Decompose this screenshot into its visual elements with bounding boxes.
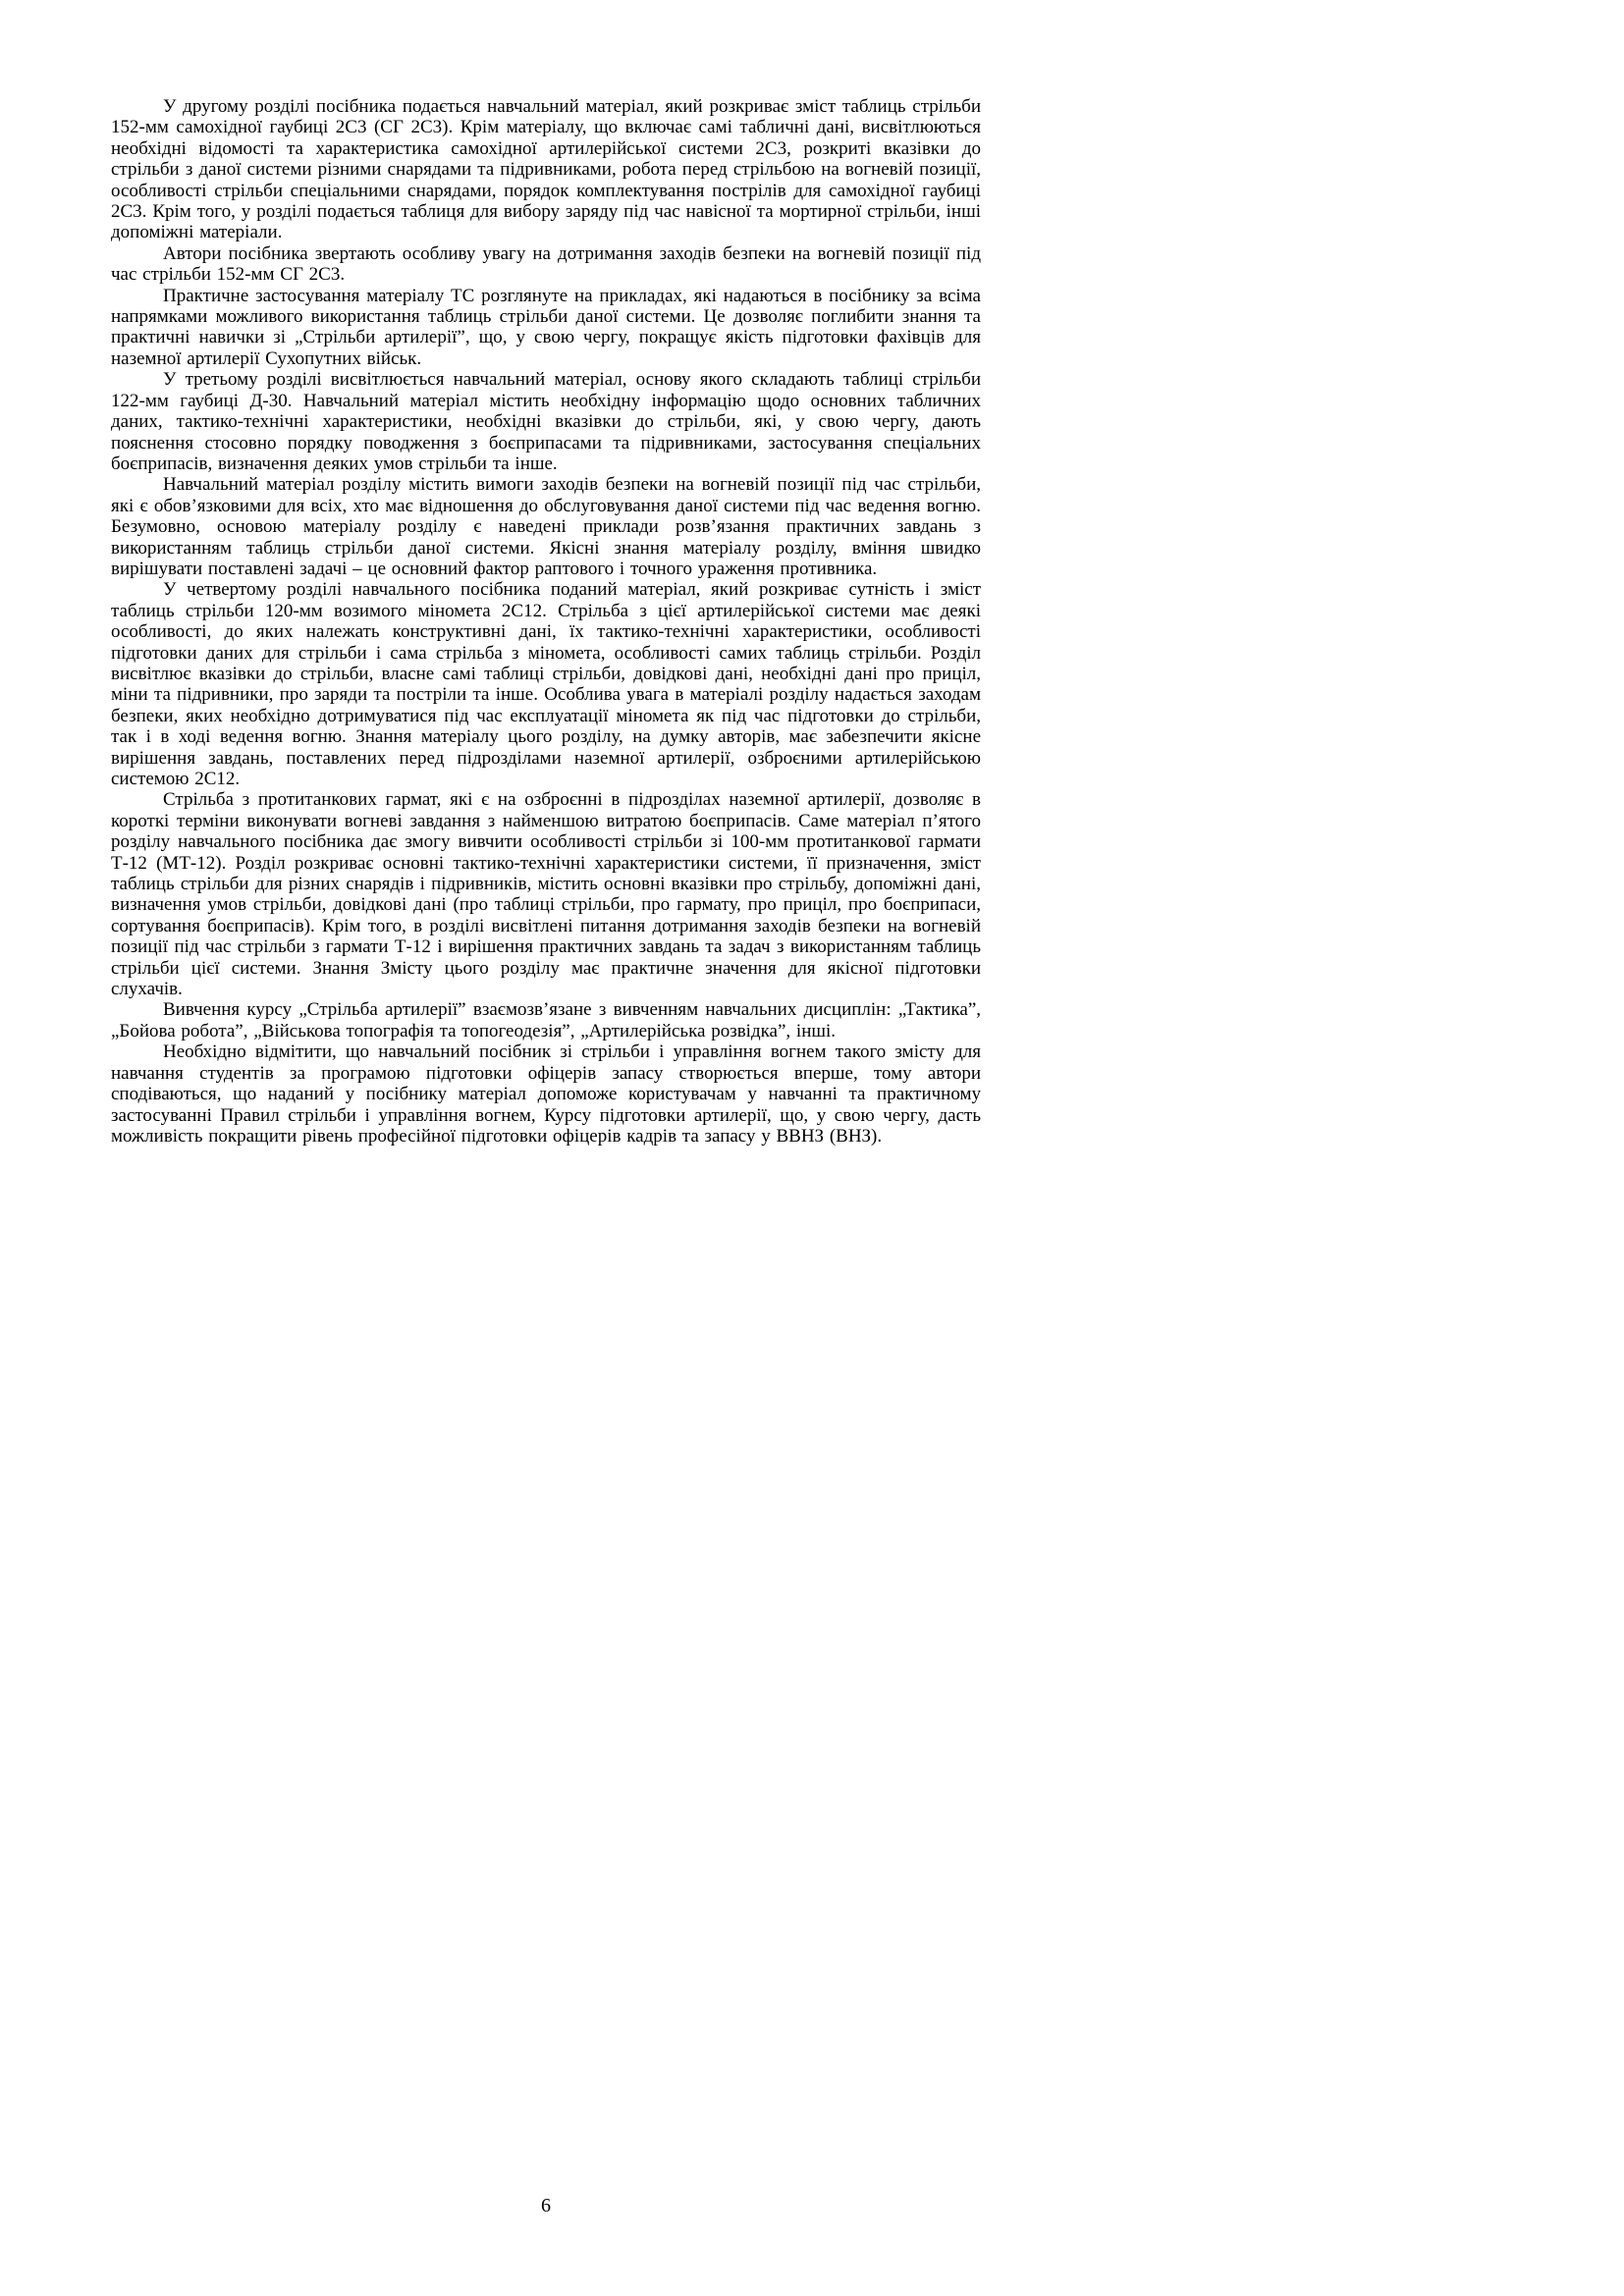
paragraph: Необхідно відмітити, що навчальний посібник зі стрільби і управління вогнем такого змісту для навчання студентів за програмою підготовки офіцерів запасу створюється вперше, тому автори сподіваються, що наданий у посібнику матеріал допоможе користувачам у навчанні та практичному застосуванні Правил стрільби і управління вогнем, Курсу підготовки артилерії, що, у свою чергу, дасть можливість покращити рівень професійної підготовки офіцерів кадрів та запасу у ВВНЗ (ВНЗ).: [111, 1041, 981, 1147]
text-block: [111, 96, 981, 1147]
paragraph: Вивчення курсу „Стрільба артилерії” взаємозв’язане з вивченням навчальних дисциплін: „Тактика”, „Бойова робота”, „Військова топографія та топогеодезія”, „Артилерійська розвідка”, інші.: [111, 999, 981, 1041]
page-footer: [111, 2195, 981, 2217]
paragraph: Навчальний матеріал розділу містить вимоги заходів безпеки на вогневій позиції під час стрільби, які є обов’язковими для всіх, хто має відношення до обслуговування даної системи під час ведення вогню. Безумовно, основою матеріалу розділу є наведені приклади розв’язання практичних завдань з використанням таблиць стрільби даної системи. Якісні знання матеріалу розділу, вміння швидко вирішувати поставлені задачі – це основний фактор раптового і точного ураження противника.: [111, 474, 981, 579]
paragraph: У третьому розділі висвітлюється навчальний матеріал, основу якого складають таблиці стрільби 122-мм гаубиці Д-30. Навчальний матеріал містить необхідну інформацію щодо основних табличних даних, тактико-технічні характеристики, необхідні вказівки до стрільби, які, у свою чергу, дають пояснення стосовно порядку поводження з боєприпасами та підривниками, застосування спеціальних боєприпасів, визначення деяких умов стрільби та інше.: [111, 369, 981, 474]
paragraph: Стрільба з протитанкових гармат, які є на озброєнні в підрозділах наземної артилерії, дозволяє в короткі терміни виконувати вогневі завдання з найменшою витратою боєприпасів. Саме матеріал п’ятого розділу навчального посібника дає змогу вивчити особливості стрільби зі 100-мм протитанкової гармати Т-12 (МТ-12). Розділ розкриває основні тактико-технічні характеристики системи, її призначення, зміст таблиць стрільби для різних снарядів і підривників, містить основні вказівки про стрільбу, допоміжні дані, визначення умов стрільби, довідкові дані (про таблиці стрільби, про гармату, про приціл, про боєприпаси, сортування боєприпасів). Крім того, в розділі висвітлені питання дотримання заходів безпеки на вогневій позиції під час стрільби з гармати Т-12 і вирішення практичних завдань та задач з використанням таблиць стрільби цієї системи. Знання Змісту цього розділу має практичне значення для якісної підготовки слухачів.: [111, 789, 981, 1000]
page-number: 6: [541, 2195, 551, 2216]
paragraph: Практичне застосування матеріалу ТС розглянуте на прикладах, які надаються в посібнику за всіма напрямками можливого використання таблиць стрільби даної системи. Це дозволяє поглибити знання та практичні навички зі „Стрільби артилерії”, що, у свою чергу, покращує якість підготовки фахівців для наземної артилерії Сухопутних військ.: [111, 285, 981, 369]
paragraph: Автори посібника звертають особливу увагу на дотримання заходів безпеки на вогневій позиції під час стрільби 152-мм СГ 2С3.: [111, 242, 981, 286]
paragraph: У другому розділі посібника подається навчальний матеріал, який розкриває зміст таблиць стрільби 152-мм самохідної гаубиці 2С3 (СГ 2С3). Крім матеріалу, що включає самі табличні дані, висвітлюються необхідні відомості та характеристика самохідної артилерійської системи 2С3, розкриті вказівки до стрільби з даної системи різними снарядами та підривниками, робота перед стрільбою на вогневій позиції, особливості стрільби спеціальними снарядами, порядок комплектування пострілів для самохідної гаубиці 2С3. Крім того, у розділі подається таблиця для вибору заряду під час навісної та мортирної стрільби, інші допоміжні матеріали.: [111, 96, 981, 243]
paragraph: У четвертому розділі навчального посібника поданий матеріал, який розкриває сутність і зміст таблиць стрільби 120-мм возимого міномета 2С12. Стрільба з цієї артилерійської системи має деякі особливості, до яких належать конструктивні дані, їх тактико-технічні характеристики, особливості підготовки даних для стрільби і сама стрільба з міномета, особливості самих таблиць стрільби. Розділ висвітлює вказівки до стрільби, власне самі таблиці стрільби, довідкові дані, необхідні дані про приціл, міни та підривники, про заряди та постріли та інше. Особлива увага в матеріалі розділу надається заходам безпеки, яких необхідно дотримуватися під час експлуатації міномета як під час підготовки до стрільби, так і в ході ведення вогню. Знання матеріалу цього розділу, на думку авторів, має забезпечити якісне вирішення завдань, поставлених перед підрозділами наземної артилерії, озброєними артилерійською системою 2С12.: [111, 579, 981, 789]
